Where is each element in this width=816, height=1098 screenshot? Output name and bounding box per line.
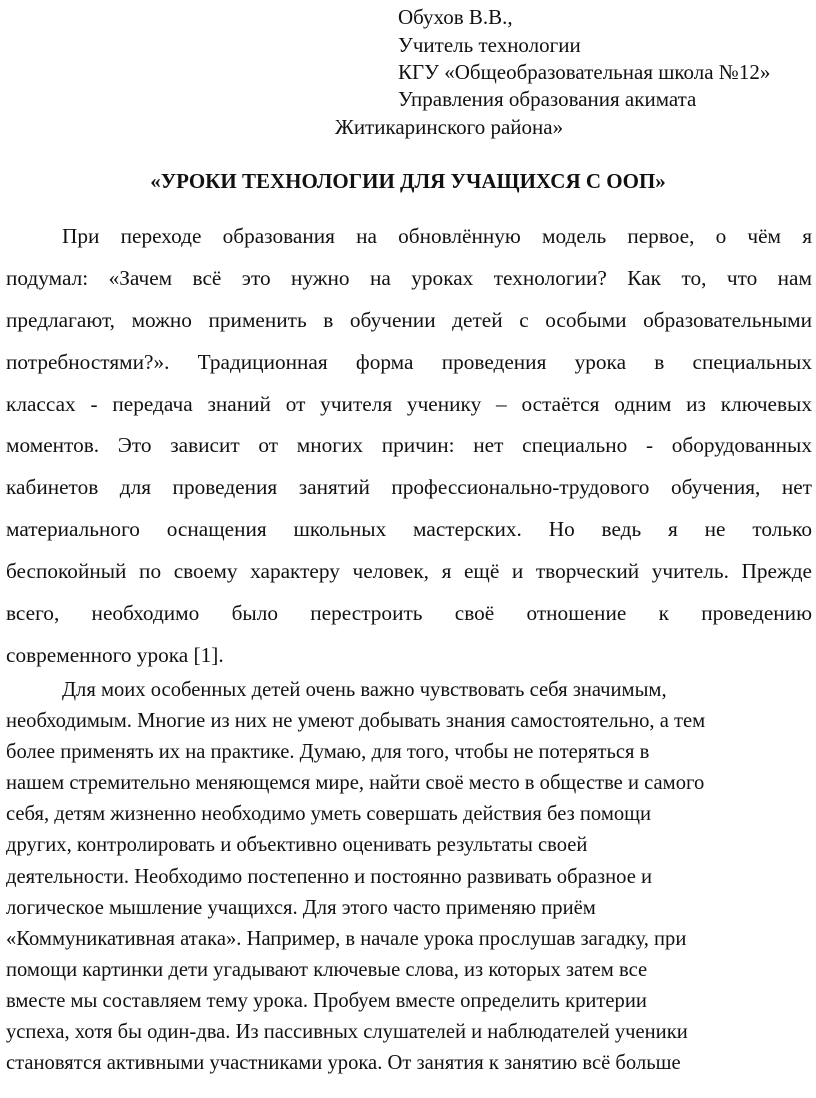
author-name: Обухов В.В., [398, 5, 513, 29]
paragraph-line: необходимым. Многие из них не умеют добывать знания самостоятельно, а тем [6, 710, 706, 733]
author-department: Управления образования акимата [398, 87, 697, 111]
paragraph-line: нашем стремительно меняющемся мире, найти своё место в обществе и самого [6, 772, 705, 795]
paragraph-line: деятельности. Необходимо постепенно и постоянно развивать образное и [6, 865, 653, 888]
paragraph-line: беспокойный по своему характеру человек, я ещё и творческий учитель. Прежде [6, 559, 812, 584]
document-title: «УРОКИ ТЕХНОЛОГИИ ДЛЯ УЧАЩИХСЯ С ООП» [150, 169, 666, 193]
paragraph-2 [6, 677, 812, 1081]
paragraph-line: моментов. Это зависит от многих причин: нет специально - оборудованных [6, 433, 812, 458]
paragraph-line: материального оснащения школьных мастерских. Но ведь я не только [6, 517, 812, 542]
paragraph-line: современного урока [1]. [6, 642, 224, 667]
paragraph-line: предлагают, можно применить в обучении детей с особыми образовательными [6, 307, 812, 332]
paragraph-line: себя, детям жизненно необходимо уметь совершать действия без помощи [6, 803, 652, 826]
paragraph-1 [6, 223, 812, 684]
author-district: Житикаринского района» [335, 115, 564, 139]
paragraph-line: «Коммуникативная атака». Например, в начале урока прослушав загадку, при [6, 927, 687, 950]
paragraph-line: кабинетов для проведения занятий профессионально-трудового обучения, нет [6, 475, 812, 500]
paragraph-line: успеха, хотя бы один-два. Из пассивных слушателей и наблюдателей ученики [6, 1021, 688, 1044]
paragraph-line: помощи картинки дети угадывают ключевые слова, из которых затем все [6, 958, 648, 981]
paragraph-line: Для моих особенных детей очень важно чувствовать себя значимым, [62, 679, 667, 701]
paragraph-line: других, контролировать и объективно оценивать результаты своей [6, 834, 588, 857]
paragraph-line: логическое мышление учащихся. Для этого часто применяю приём [6, 896, 596, 919]
paragraph-line: При переходе образования на обновлённую модель первое, о чём я [62, 224, 812, 248]
paragraph-line: классах - передача знаний от учителя ученику – остаётся одним из ключевых [6, 391, 812, 416]
paragraph-line: становятся активными участниками урока. От занятия к занятию всё больше [6, 1052, 681, 1075]
author-position: Учитель технологии [398, 33, 581, 57]
author-school: КГУ «Общеобразовательная школа №12» [398, 60, 771, 84]
paragraph-line: более применять их на практике. Думаю, для того, чтобы не потеряться в [6, 741, 650, 764]
paragraph-line: всего, необходимо было перестроить своё отношение к проведению [6, 601, 812, 626]
paragraph-line: подумал: «Зачем всё это нужно на уроках технологии? Как то, что нам [6, 265, 812, 290]
paragraph-line: потребностями?». Традиционная форма проведения урока в специальных [6, 349, 812, 374]
paragraph-line: вместе мы составляем тему урока. Пробуем вместе определить критерии [6, 989, 647, 1012]
